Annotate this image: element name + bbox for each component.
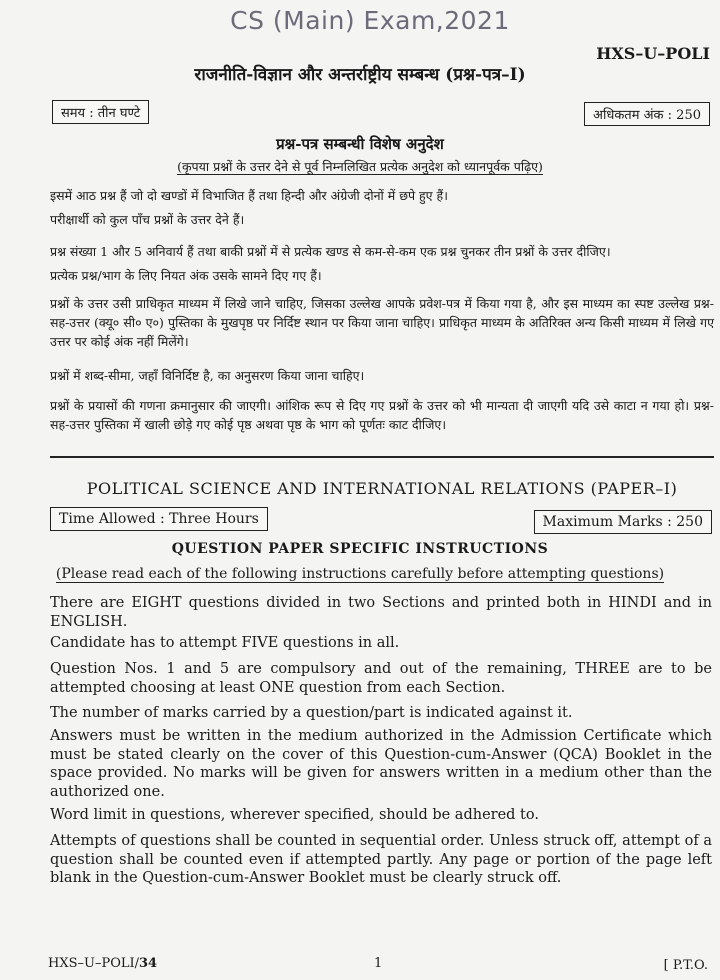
english-instruction-5: Answers must be written in the medium authorized in the Admission Certificate which must be stated clearly on the cover of this Question-cum-Answer (QCA) Booklet in the space provided. No marks will be given for answers written in a medium other than the authorized one. [50,728,712,800]
english-instruction-3: Question Nos. 1 and 5 are compulsory and out of the remaining, THREE are to be attempted choosing at least ONE question from each Section. [50,661,712,696]
hindi-instruction-4: प्रत्येक प्रश्न/भाग के लिए नियत अंक उसके सामने दिए गए हैं। [50,268,322,283]
hindi-instruction-7: प्रश्नों के प्रयासों की गणना क्रमानुसार की जाएगी। आंशिक रूप से दिए गए प्रश्नों के उत्तर को भी मान्यता दी जाएगी यदि उसे काटा न गया हो। प्रश्न-सह-उत्तर पुस्तिका में खाली छोड़े गए कोई पृष्ठ अथवा पृष्ठ के भाग को पूर्णतः काट दीजिए। [50,398,714,432]
hindi-instruction-2: परीक्षार्थी को कुल पाँच प्रश्नों के उत्तर देने हैं। [50,212,245,227]
hindi-paper-title: राजनीति-विज्ञान और अन्तर्राष्ट्रीय सम्बन्ध (प्रश्न-पत्र–I) [194,65,526,85]
page-number: 1 [374,956,383,971]
hindi-marks-box: अधिकतम अंक : 250 [584,102,710,126]
english-instruction-6: Word limit in questions, wherever specified, should be adhered to. [50,807,539,823]
exam-stamp: CS (Main) Exam,2021 [230,6,510,35]
english-instructions-sub-text: (Please read each of the following instructions carefully before attempting questions) [55,566,665,582]
hindi-instruction-6: प्रश्नों में शब्द-सीमा, जहाँ विनिर्दिष्ट है, का अनुसरण किया जाना चाहिए। [50,368,365,383]
hindi-instruction-5: प्रश्नों के उत्तर उसी प्राधिकृत माध्यम में लिखे जाने चाहिए, जिसका उल्लेख आपके प्रवेश-पत्र में किया गया है, और इस माध्यम का स्पष्ट उल्लेख प्रश्न-सह-उत्तर (क्यू० सी० ए०) पुस्तिका के मुखपृष्ठ पर निर्दिष्ट स्थान पर किया जाना चाहिए। प्राधिकृत माध्यम के अतिरिक्त अन्य किसी माध्यम में लिखे गए उत्तर पर कोई अंक नहीं मिलेंगे। [50,296,714,349]
hindi-time-box: समय : तीन घण्टे [52,100,149,124]
footer-paper-code [48,956,157,971]
english-paper-title: POLITICAL SCIENCE AND INTERNATIONAL RELATIONS (PAPER–I) [86,479,678,498]
hindi-instructions-sub-text: (कृपया प्रश्नों के उत्तर देने से पूर्व निम्नलिखित प्रत्येक अनुदेश को ध्यानपूर्वक पढ़िए) [177,159,543,174]
please-turn-over: [ P.T.O. [663,958,708,973]
english-instruction-7: Attempts of questions shall be counted in sequential order. Unless struck off, attempt of a question shall be counted even if attempted partly. Any page or portion of the page left blank in the Question-cum-Answer Booklet must be clearly struck off. [50,833,712,886]
english-marks-box: Maximum Marks : 250 [534,510,712,534]
section-divider [50,456,714,458]
hindi-instructions-subheading [0,158,720,175]
english-instruction-1: There are EIGHT questions divided in two Sections and printed both in HINDI and in ENGLISH. [50,595,712,630]
english-instruction-4: The number of marks carried by a question/part is indicated against it. [50,705,573,721]
hindi-instruction-3: प्रश्न संख्या 1 और 5 अनिवार्य हैं तथा बाकी प्रश्नों में से प्रत्येक खण्ड से कम-से-कम एक प्रश्न चुनकर तीन प्रश्नों के उत्तर दीजिए। [50,244,611,259]
english-instructions-heading: QUESTION PAPER SPECIFIC INSTRUCTIONS [171,541,549,557]
english-instructions-subheading [0,566,720,582]
english-instruction-2: Candidate has to attempt FIVE questions in all. [50,635,400,651]
paper-code: HXS–U–POLI [596,44,710,63]
footer-code-number: 34 [139,956,158,971]
hindi-instruction-1: इसमें आठ प्रश्न हैं जो दो खण्डों में विभाजित हैं तथा हिन्दी और अंग्रेजी दोनों में छपे हुए हैं। [50,188,448,203]
footer-code-prefix: HXS–U–POLI/ [48,956,140,971]
hindi-instructions-heading: प्रश्न-पत्र सम्बन्धी विशेष अनुदेश [276,135,444,153]
english-time-box: Time Allowed : Three Hours [50,507,268,531]
